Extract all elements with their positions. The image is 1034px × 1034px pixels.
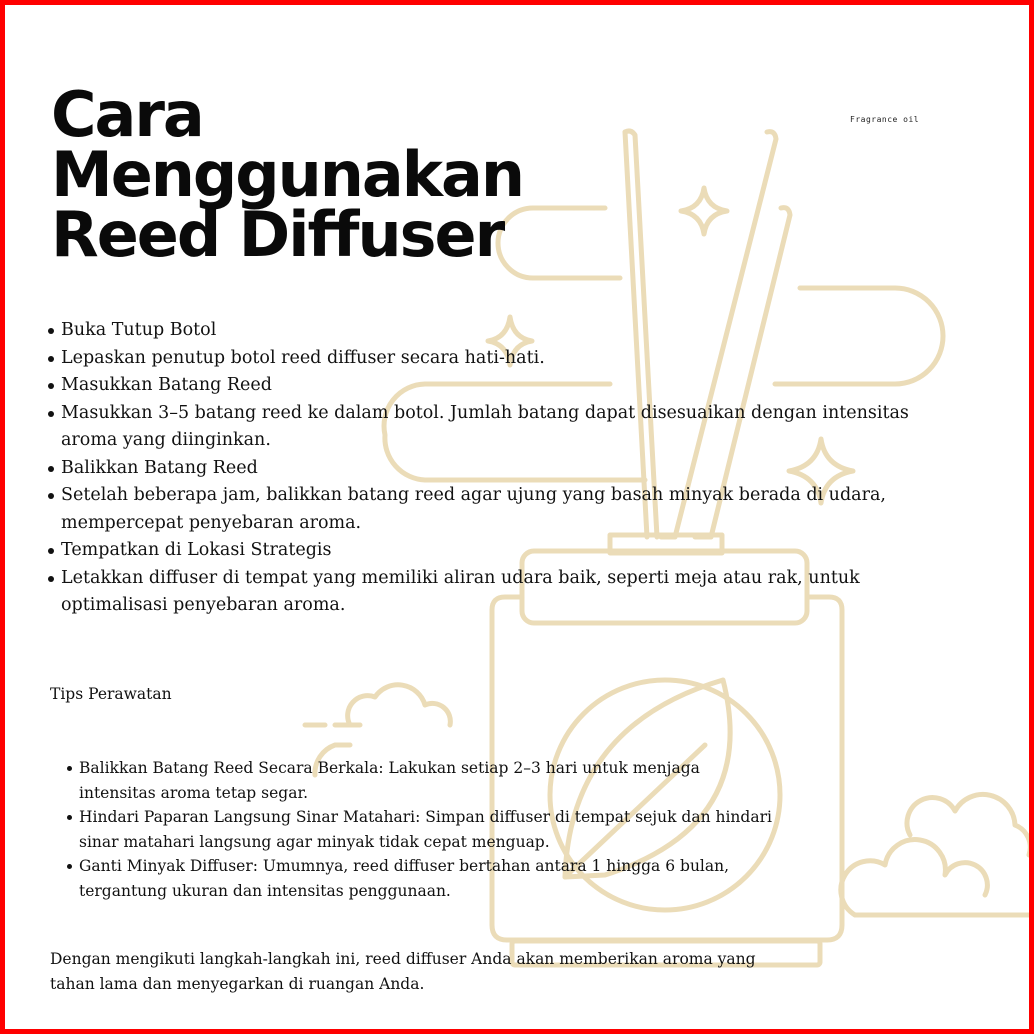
list-item: Masukkan 3–5 batang reed ke dalam botol. Jumlah batang dapat disesuaikan dengan intensitas aroma yang diinginkan. xyxy=(61,400,941,455)
list-item: Masukkan Batang Reed xyxy=(61,372,941,400)
brand-tag: Fragrance oil xyxy=(850,115,920,124)
list-item: Setelah beberapa jam, balikkan batang reed agar ujung yang basah minyak berada di udara, mempercepat penyebaran aroma. xyxy=(61,482,941,537)
tips-heading: Tips Perawatan xyxy=(50,685,172,703)
list-item: Letakkan diffuser di tempat yang memiliki aliran udara baik, seperti meja atau rak, untuk optimalisasi penyebaran aroma. xyxy=(61,565,941,620)
page-title xyxy=(51,78,571,271)
list-item: Balikkan Batang Reed xyxy=(61,455,941,483)
cloud-icon xyxy=(841,840,987,915)
title-line: Cara xyxy=(51,78,203,151)
list-item: Ganti Minyak Diffuser: Umumnya, reed diffuser bertahan antara 1 hingga 6 bulan, tergantung ukuran dan intensitas penggunaan. xyxy=(79,854,779,903)
sparkle-icon xyxy=(681,188,727,234)
list-item: Lepaskan penutup botol reed diffuser secara hati-hati. xyxy=(61,345,941,373)
cloud-icon xyxy=(907,794,1029,855)
list-item: Hindari Paparan Langsung Sinar Matahari: Simpan diffuser di tempat sejuk dan hindari sinar matahari langsung agar minyak tidak cepat menguap. xyxy=(79,805,779,854)
steps-list xyxy=(61,317,941,620)
title-line: Menggunakan xyxy=(51,138,523,211)
cloud-icon xyxy=(348,685,451,725)
closing-paragraph: Dengan mengikuti langkah-langkah ini, reed diffuser Anda akan memberikan aroma yang tahan lama dan menyegarkan di ruangan Anda. xyxy=(50,950,756,993)
list-item: Balikkan Batang Reed Secara Berkala: Lakukan setiap 2–3 hari untuk menjaga intensitas aroma tetap segar. xyxy=(79,756,779,805)
list-item: Buka Tutup Botol xyxy=(61,317,941,345)
list-item: Tempatkan di Lokasi Strategis xyxy=(61,537,941,565)
title-line: Reed Diffuser xyxy=(51,198,504,271)
tips-list xyxy=(79,756,779,903)
